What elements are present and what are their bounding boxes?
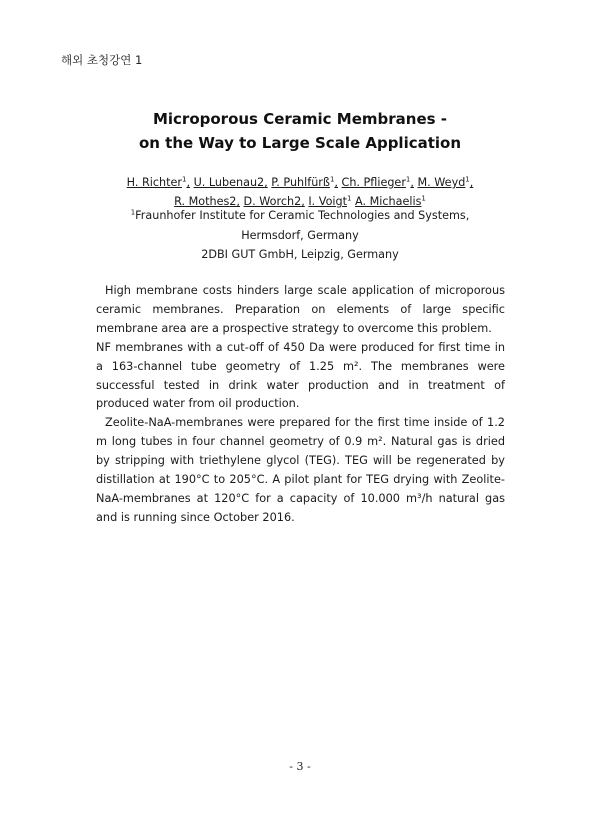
author-name: R. Mothes	[174, 195, 230, 208]
author-affiliation-mark: 2	[257, 176, 265, 189]
affiliation-mark: 2	[201, 248, 209, 261]
abstract-paragraph: High membrane costs hinders large scale application of microporous ceramic membranes. Preparation on elements of large specific membrane area are a prospective strategy to overcome this problem.	[96, 284, 505, 335]
author-affiliation-mark: 1	[465, 175, 470, 184]
abstract-body	[96, 282, 505, 528]
author-affiliation-mark: 2	[294, 195, 302, 208]
author-separator: ,	[264, 176, 268, 189]
affiliation-text: Fraunhofer Institute for Ceramic Technologies and Systems,	[135, 209, 470, 222]
author-name: H. Richter	[126, 176, 182, 189]
author-separator: ,	[334, 176, 338, 189]
abstract-paragraph: NF membranes with a cut-off of 450 Da were produced for first time in a 163-channel tube geometry of 1.25 m². The membranes were successful tested in drink water production and in treatment of produced water from oil production.	[96, 340, 505, 411]
author-affiliation-mark: 1	[182, 175, 187, 184]
author-affiliation-mark: 1	[329, 175, 335, 184]
author-separator: ,	[236, 195, 240, 208]
author-name: Ch. Pflieger	[341, 176, 406, 189]
affiliation-2	[0, 248, 600, 261]
author-list-line-1	[0, 176, 600, 189]
author-separator: ,	[301, 195, 305, 208]
author-list-line-2	[0, 195, 600, 208]
author-name: U. Lubenau	[193, 176, 258, 189]
paper-title-line-1: Microporous Ceramic Membranes -	[152, 110, 448, 128]
author-affiliation-mark: 1	[347, 194, 352, 203]
affiliation-text: DBI GUT GmbH, Leipzig, Germany	[208, 248, 399, 261]
abstract-paragraph: Zeolite-NaA-membranes were prepared for the first time inside of 1.2 m long tubes in four channel geometry of 0.9 m². Natural gas is dried by stripping with triethylene glycol (TEG). TEG will be regenerated by distillation at 190°C to 205°C. A pilot plant for TEG drying with Zeolite-NaA-membranes at 120°C for a capacity of 10.000 m³/h natural gas and is running since October 2016.	[96, 416, 505, 524]
affiliation-mark: 1	[130, 208, 136, 217]
author-name: A. Michaelis	[355, 195, 422, 208]
author-affiliation-mark: 1	[405, 175, 411, 184]
author-name: P. Puhlfürß	[271, 176, 330, 189]
paper-title-line-2: on the Way to Large Scale Application	[138, 134, 462, 152]
affiliation-1-location: Hermsdorf, Germany	[241, 229, 359, 242]
author-affiliation-mark: 1	[421, 194, 426, 203]
author-name: D. Worch	[243, 195, 295, 208]
page-number: - 3 -	[289, 760, 311, 773]
author-name: I. Voigt	[308, 195, 348, 208]
affiliation-1	[0, 209, 600, 222]
author-separator: ,	[186, 176, 191, 189]
author-name: M. Weyd	[417, 176, 466, 189]
author-separator: ,	[469, 176, 474, 189]
author-separator: ,	[410, 176, 414, 189]
author-affiliation-mark: 2	[229, 195, 237, 208]
session-label: 해외 초청강연 1	[61, 53, 143, 67]
